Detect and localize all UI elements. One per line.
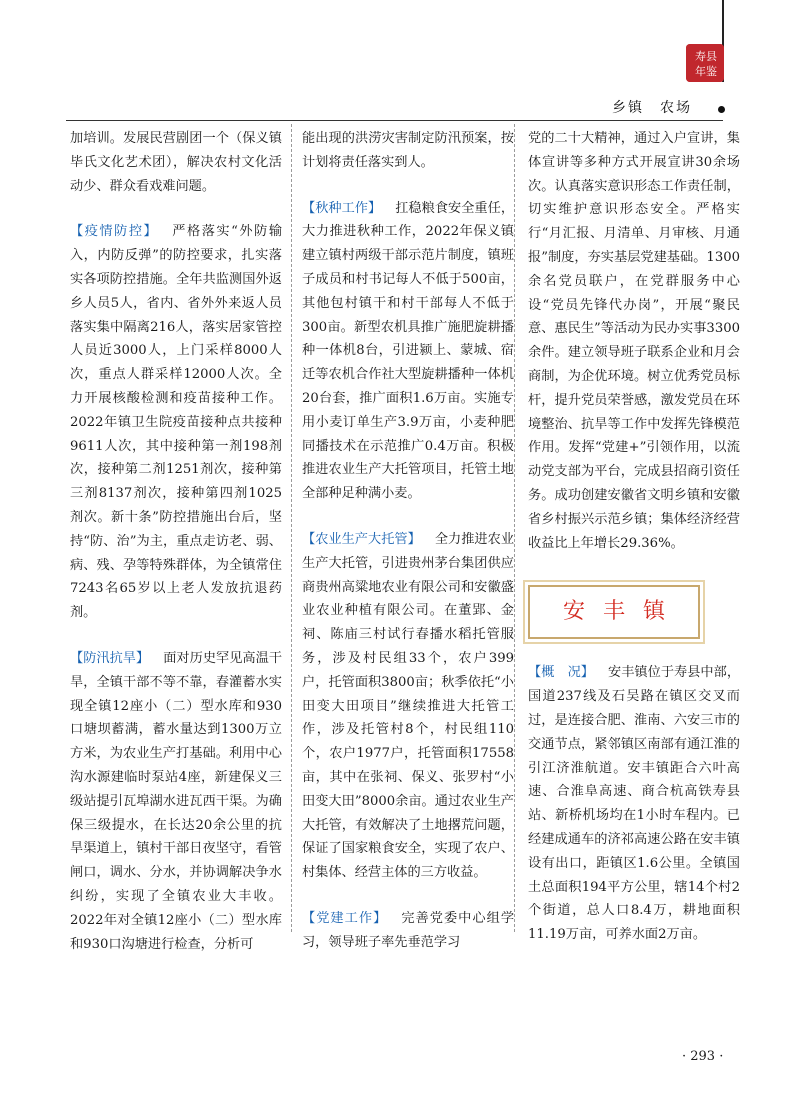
section-heading: 【防汛抗旱】 xyxy=(70,650,150,666)
paragraph-overview: 【概 况】 安丰镇位于寿县中部，国道237线及石吴路在镇区交叉而过，是连接合肥、淮南、六安三市的交通节点，紧邻镇区南部有通江淮的引江济淮航道。安丰镇距合六叶高速、合淮阜高速、商合杭高铁寿县站、新桥机场均在1小时车程内。已经建成通车的济祁高速公路在安丰镇设有出口，距镇区1.6公里。全镇国土总面积194平方公里，辖14个村2个街道，总人口8.4万，耕地面积11.19万亩，可养水面2万亩。 xyxy=(528,665,741,943)
section-heading: 【疫情防控】 xyxy=(70,224,159,240)
paragraph-epidemic-control: 【疫情防控】 严格落实“外防输入，内防反弹”的防控要求，扎实落实各项防控措施。全年共监测国外返乡人员5人，省内、省外外来返人员落实集中隔离216人，落实居家管控人员近3000人，上门采样8000人次，重点人群采样12000人次。全力开展核酸检测和疫苗接种工作。2022年镇卫生院疫苗接种点共接种9611人次，其中接种第一剂198剂次，接种第二剂1251剂次，接种第三剂8137剂次，接种第四剂1025剂次。新十条”防控措施出台后，坚持“防、治”为主，重点走访老、弱、病、残、孕等特殊群体，为全镇常住7243名65岁以上老人发放抗退药剂。 xyxy=(70,224,283,621)
paragraph-agri-trusteeship: 【农业生产大托管】 全力推进农业生产大托管，引进贵州茅台集团供应商贵州高粱地农业有限公司和安徽盛业农业种植有限公司。在董郢、金祠、陈庙三村试行春播水稻托管服务，涉及村民组33个，农户399户，托管面积3800亩；秋季依托“小田变大田项目”继续推进大托管工作，涉及托管村8个，村民组110个，农户1977户，托管面积17558亩，其中在张祠、保义、张罗村“小田变大田”8000余亩。通过农业生产大托管，有效解决了土地撂荒问题，保证了国家粮食安全，实现了农户、村集体、经营主体的三方收益。 xyxy=(302,531,515,881)
section-heading: 【党建工作】 xyxy=(302,910,388,926)
section-heading: 【秋种工作】 xyxy=(302,200,382,216)
paragraph: 能出现的洪涝灾害制定防汛预案，按计划将责任落实到人。 xyxy=(302,131,514,170)
section-heading: 【农业生产大托管】 xyxy=(302,531,421,547)
paragraph-autumn-sowing: 【秋种工作】 扛稳粮食安全重任，大力推进秋种工作，2022年保义镇建立镇村两级干部示范片制度，镇班子成员和村书记每人不低于500亩，其他包村镇干和村干部每人不低于300亩。新型农机具推广施肥旋耕播种一体机8台，引进颍上、蒙城、宿迁等农机合作社大型旋耕播种一体机20台套，推广面积1.6万亩。实施专用小麦订单生产3.9万亩，小麦种肥同播技术在示范推广0.4万亩。积极推进农业生产大托管项目，托管土地全部种足种满小麦。 xyxy=(302,200,515,502)
town-title-box xyxy=(528,585,700,639)
paragraph-party-building: 【党建工作】 完善党委中心组学习，领导班子率先垂范学习 xyxy=(302,910,515,950)
page-number: · 293 · xyxy=(682,1049,724,1064)
yearbook-logo xyxy=(686,44,724,82)
paragraph: 党的二十大精神，通过入户宣讲，集体宣讲等多种方式开展宣讲30余场次。认真落实意识形态工作责任制，切实维护意识形态安全。严格实行“月汇报、月清单、月审核、月通报”制度，夯实基层党建基础。1300余名党员联户，在党群服务中心设“党员先锋代办岗”，开展“聚民意、惠民生”等活动为民办实事3300余件。建立领导班子联系企业和月会商制，为企优环境。树立优秀党员标杆，提升党员荣誉感，激发党员在环境整治、抗旱等工作中发挥先锋模范作用。发挥“党建+”引领作用，以流动党支部为平台，完成县招商引资任务。成功创建安徽省文明乡镇和安徽省乡村振兴示范乡镇；集体经济经营收益比上年增长29.36%。 xyxy=(528,131,740,551)
town-title: 安丰镇 xyxy=(562,599,683,625)
header-dot xyxy=(718,106,725,113)
text-column-2 xyxy=(302,127,514,977)
svg-text:鉴: 鉴 xyxy=(706,65,717,78)
paragraph: 加培训。发展民营剧团一个（保义镇毕氏文化艺术团），解决农村文化活动少、群众看戏难问题。 xyxy=(70,131,282,194)
svg-text:寿: 寿 xyxy=(695,50,706,63)
column-separator xyxy=(514,124,515,932)
section-title: 乡镇 农场 xyxy=(612,100,692,116)
text-column-3 xyxy=(528,127,740,969)
column-separator xyxy=(291,124,292,932)
paragraph-flood-drought: 【防汛抗旱】 面对历史罕见高温干旱，全镇干部不等不靠，春灌蓄水实现全镇12座小（二）型水库和930口塘坝蓄满，蓄水量达到1300万立方米，为农业生产打基础。利用中心沟水源建临时泵站4座，新建保义三级站提引瓦埠湖水进瓦西干渠。为确保三级提水，在长达20余公里的抗旱渠道上，镇村干部日夜坚守，看管闸口，调水、分水，并协调解决争水纠纷，实现了全镇农业大丰收。2022年对全镇12座小（二）型水库和930口沟塘进行检查，分析可 xyxy=(70,650,283,952)
header-rule xyxy=(66,120,723,121)
section-heading: 【概 况】 xyxy=(528,665,595,681)
logo-seal-icon xyxy=(686,44,724,82)
text-column-1 xyxy=(70,127,282,978)
svg-text:县: 县 xyxy=(706,50,717,63)
svg-text:年: 年 xyxy=(695,65,706,78)
